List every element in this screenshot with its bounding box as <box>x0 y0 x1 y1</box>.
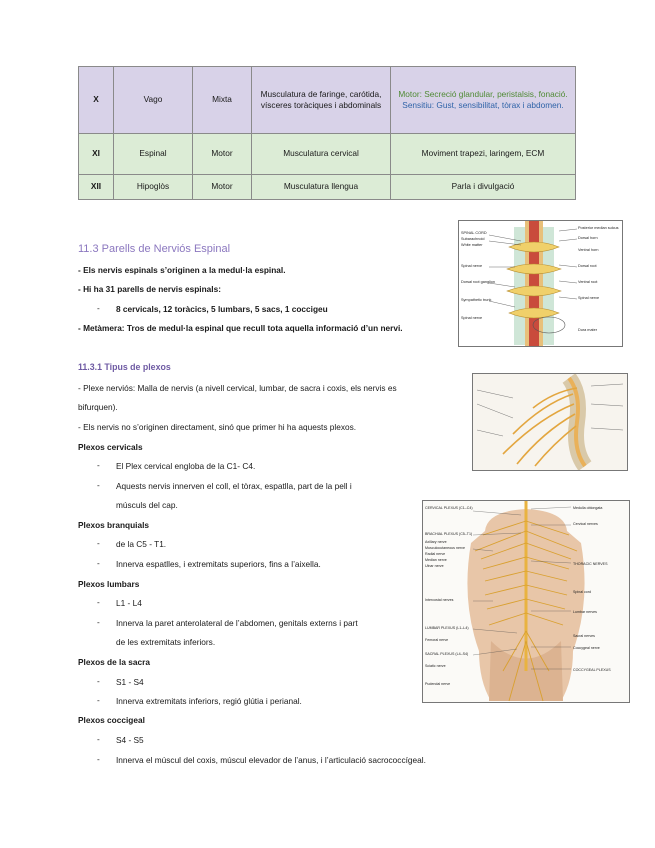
table-row <box>79 134 576 175</box>
plexus-heading: Plexos lumbars <box>78 579 140 589</box>
table-row <box>79 67 576 134</box>
fig1-label: Spinal nerve <box>578 296 600 300</box>
section-line: - Metàmera: Tros de medul·la espinal que recull tota aquella informació d’un nervi. <box>78 323 403 333</box>
fig3-label: Axillary nerve <box>425 540 447 544</box>
fig1-label: Dorsal root <box>578 264 597 268</box>
plexus-item: Innerva espatlles, i extremitats superiors, fins a l’aixella. <box>116 559 321 569</box>
nerve-name: Vago <box>114 67 193 134</box>
nerve-type: Mixta <box>193 67 252 134</box>
intro-line: - Plexe nerviós: Malla de nervis (a nivell cervical, lumbar, de sacra i coxis, els nervis es <box>78 383 397 393</box>
bullet-marker: - <box>97 558 100 568</box>
fig3-label: Median nerve <box>425 558 447 562</box>
spinal-cord-figure <box>458 220 623 347</box>
fig1-label: Spinal nerve <box>461 264 483 268</box>
back-nerves-figure <box>422 500 630 703</box>
nerve-function <box>391 67 576 134</box>
fig1-label: SPINAL CORD <box>461 231 487 235</box>
intro-line: bifurquen). <box>78 402 118 412</box>
fig3-label: SACRAL PLEXUS (L4–S4) <box>425 652 469 656</box>
bullet-marker: - <box>97 480 100 490</box>
plexus-item: L1 - L4 <box>116 598 142 608</box>
plexus-item: Aquests nervis innerven el coll, el tòrax, espatlla, part de la pell i <box>116 481 352 491</box>
fig3-label: Sacral nerves <box>573 634 595 638</box>
vertebra-plexus-figure <box>472 373 628 471</box>
fig1-label: Dura mater <box>578 328 597 332</box>
section-line: 8 cervicals, 12 toràcics, 5 lumbars, 5 sacs, 1 coccigeu <box>116 304 328 314</box>
plexus-heading: Plexos coccigeal <box>78 715 145 725</box>
bullet-marker: - <box>97 597 100 607</box>
fig3-label: Intercostal nerves <box>425 598 454 602</box>
plexus-item: músculs del cap. <box>116 500 178 510</box>
fig3-label: Cervical nerves <box>573 522 598 526</box>
section-line: - Hi ha 31 parells de nervis espinals: <box>78 284 221 294</box>
fig3-label: THORACIC NERVES <box>573 562 608 566</box>
fig3-label: Sciatic nerve <box>425 664 446 668</box>
nerve-target: Musculatura llengua <box>252 175 391 200</box>
bullet-marker: - <box>97 676 100 686</box>
fig3-label: BRACHIAL PLEXUS (C5–T1) <box>425 532 473 536</box>
plexus-item: Innerva el múscul del coxis, múscul elevador de l’anus, i l’articulació sacrococcígeal. <box>116 755 426 765</box>
nerve-number: XII <box>79 175 114 200</box>
fig1-label: Posterior median sulcus <box>578 226 619 230</box>
nerve-target: Musculatura de faringe, carótida, vísceres toràciques i abdominals <box>252 67 391 134</box>
fig3-label: Lumbar nerves <box>573 610 597 614</box>
fig3-label: Spinal cord <box>573 590 591 594</box>
cranial-nerves-table <box>78 66 576 200</box>
nerve-name: Hipoglòs <box>114 175 193 200</box>
function-motor: Motor: Secreció glandular, peristalsis, fonació. <box>398 88 568 99</box>
nerve-target: Musculatura cervical <box>252 134 391 175</box>
fig3-label: Ulnar nerve <box>425 564 444 568</box>
bullet-marker: - <box>97 695 100 705</box>
bullet-marker: - <box>97 754 100 764</box>
table-row <box>79 175 576 200</box>
fig1-label: Ventral root <box>578 280 598 284</box>
nerve-number: XI <box>79 134 114 175</box>
nerve-type: Motor <box>193 175 252 200</box>
subsection-title: 11.3.1 Tipus de plexos <box>78 362 171 372</box>
fig3-label: LUMBAR PLEXUS (L1–L4) <box>425 626 469 630</box>
fig3-label: Coccygeal nerve <box>573 646 600 650</box>
function-sensitive: Sensitiu: Gust, sensibilitat, tòrax i abdomen. <box>402 100 564 110</box>
plexus-item: de la C5 - T1. <box>116 539 167 549</box>
plexus-item: Innerva la paret anterolateral de l’abdomen, genitals externs i part <box>116 618 358 628</box>
nerve-number: X <box>79 67 114 134</box>
plexus-item: El Plex cervical engloba de la C1- C4. <box>116 461 256 471</box>
fig1-label: Dorsal horn <box>578 236 598 240</box>
bullet-marker: - <box>97 460 100 470</box>
plexus-heading: Plexos de la sacra <box>78 657 150 667</box>
nerve-function: Moviment trapezi, laringem, ECM <box>391 134 576 175</box>
plexus-item: S1 - S4 <box>116 677 144 687</box>
intro-line: - Els nervis no s’originen directament, sinó que primer hi ha aquests plexos. <box>78 422 357 432</box>
plexus-item: S4 - S5 <box>116 735 144 745</box>
fig1-label: Subarachnoid <box>461 237 485 241</box>
fig3-label: Radial nerve <box>425 552 446 556</box>
bullet-marker: - <box>97 734 100 744</box>
fig1-label: Spinal nerve <box>461 316 483 320</box>
plexus-heading: Plexos cervicals <box>78 442 143 452</box>
fig3-label: Medulla oblongata <box>573 506 603 510</box>
nerve-function: Parla i divulgació <box>391 175 576 200</box>
bullet-marker: - <box>97 617 100 627</box>
section-line: - Els nervis espinals s’originen a la medul·la espinal. <box>78 265 286 275</box>
nerve-name: Espinal <box>114 134 193 175</box>
bullet-marker: - <box>97 303 100 313</box>
fig3-label: Femoral nerve <box>425 638 449 642</box>
fig3-label: CERVICAL PLEXUS (C1–C4) <box>425 506 473 510</box>
fig3-label: Pudendal nerve <box>425 682 451 686</box>
fig3-label: Musculocutaneous nerve <box>425 546 465 550</box>
section-title: 11.3 Parells de Nerviós Espinal <box>78 243 231 255</box>
fig1-label: White matter <box>461 243 483 247</box>
plexus-item: Innerva extremitats inferiors, regió glútia i perianal. <box>116 696 302 706</box>
fig3-label: COCCYGEAL PLEXUS <box>573 668 611 672</box>
bullet-marker: - <box>97 538 100 548</box>
plexus-heading: Plexos branquials <box>78 520 150 530</box>
fig1-label: Sympathetic trunk <box>461 298 492 302</box>
nerve-type: Motor <box>193 134 252 175</box>
fig1-label: Ventral horn <box>578 248 599 252</box>
plexus-item: de les extremitats inferiors. <box>116 637 216 647</box>
fig1-label: Dorsal root ganglion <box>461 280 495 284</box>
